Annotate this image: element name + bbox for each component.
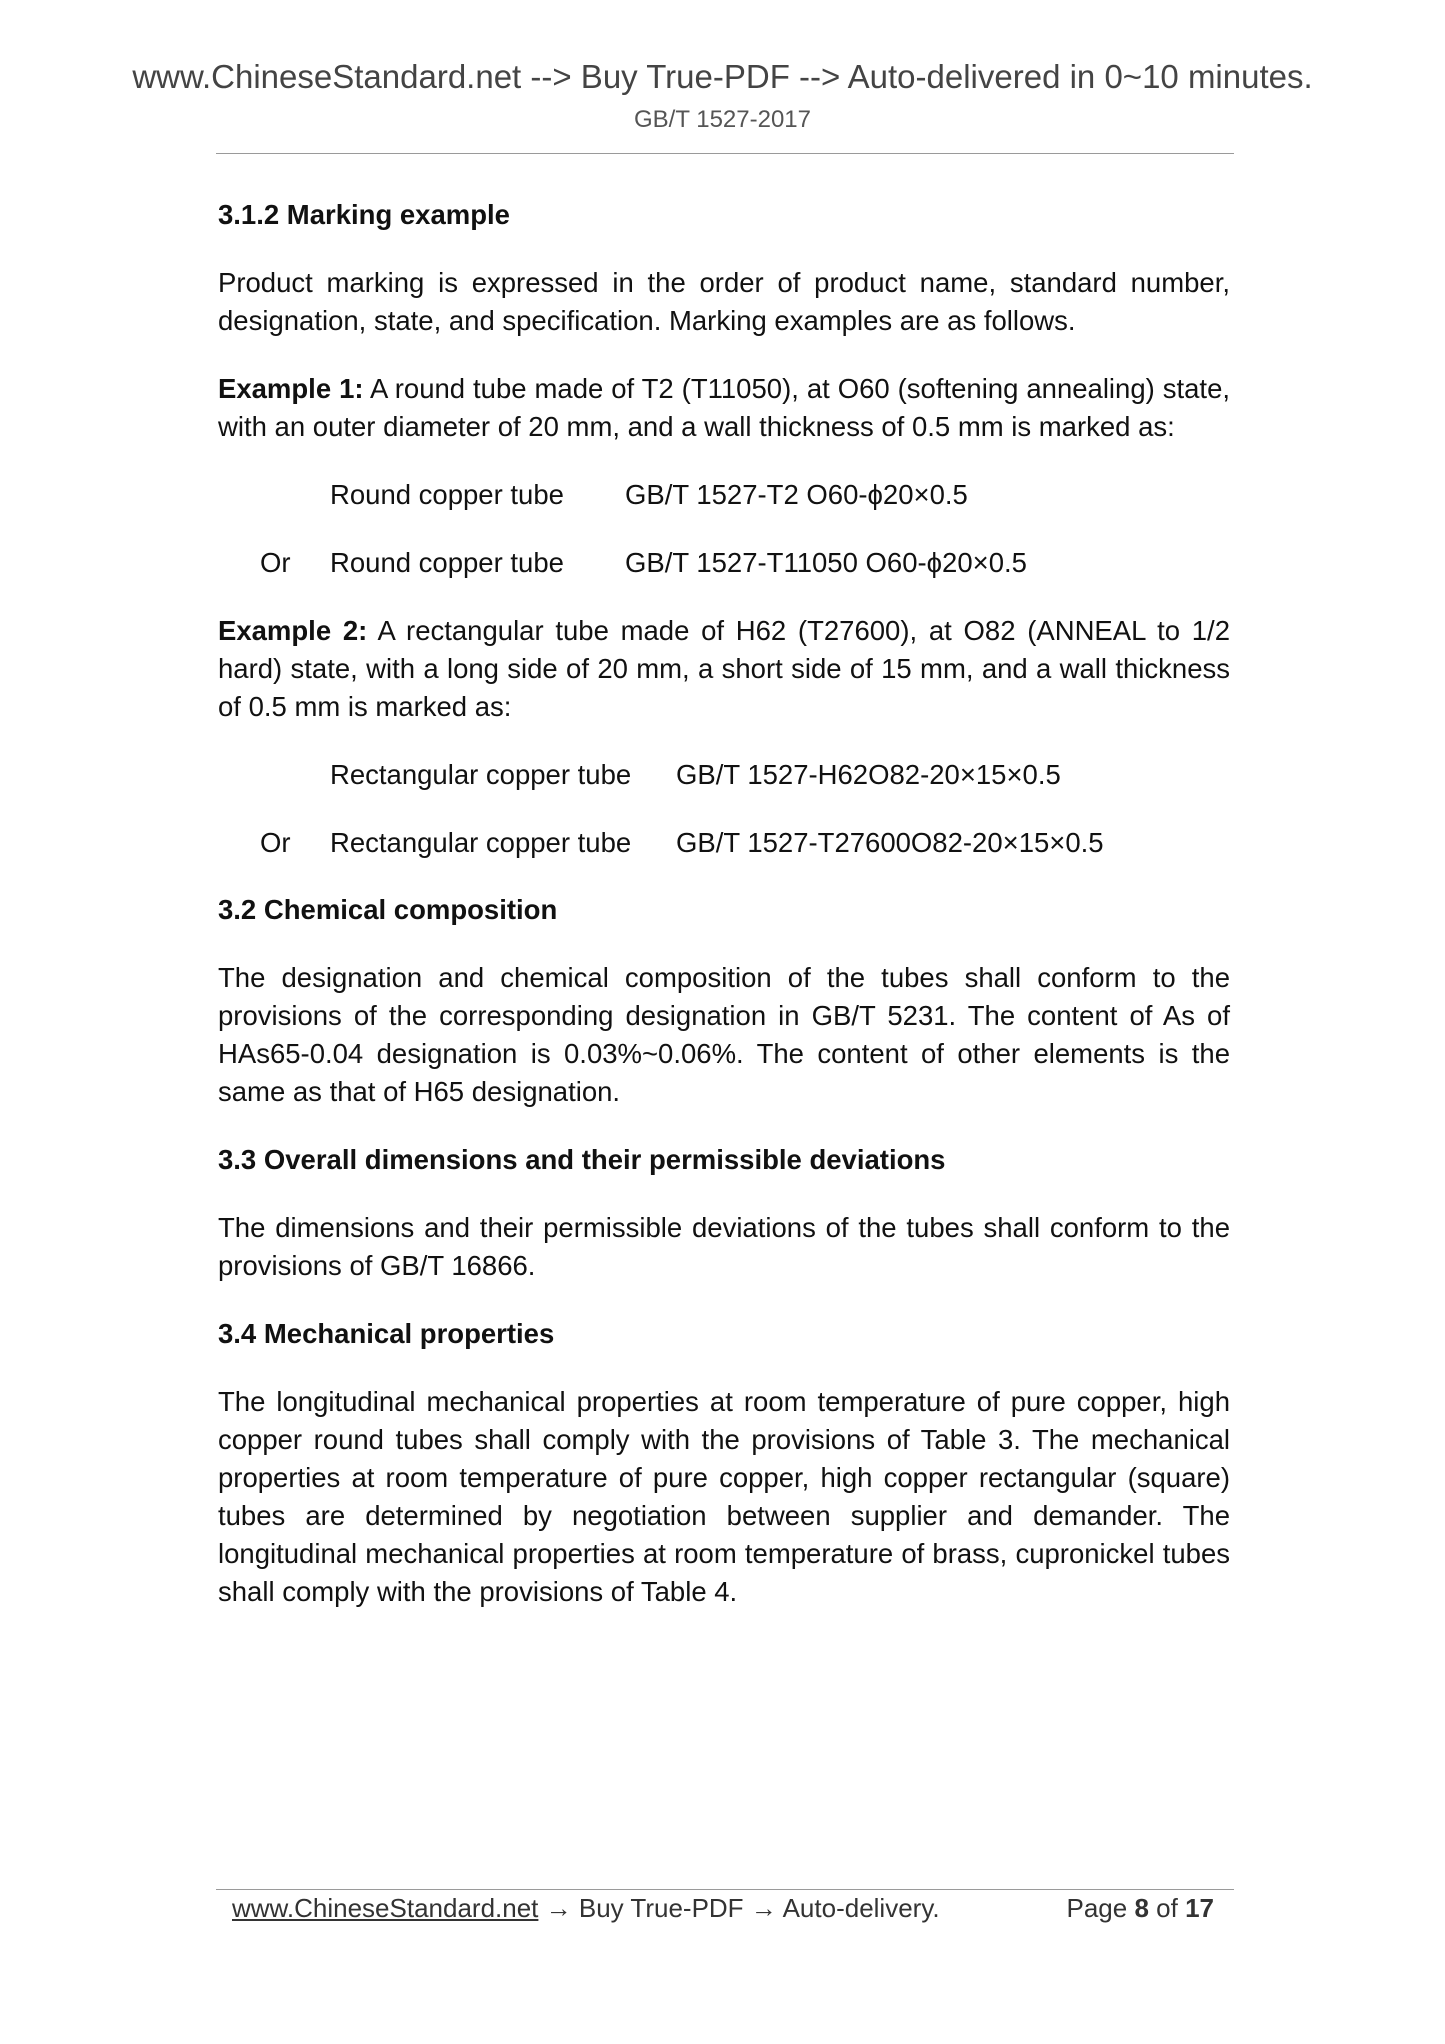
marking-product-name: Rectangular copper tube bbox=[330, 827, 632, 858]
arrow-right-icon: → bbox=[538, 1893, 579, 1923]
marking-code: GB/T 1527-T11050 O60-ϕ20×0.5 bbox=[625, 547, 1027, 578]
chemical-composition-paragraph: The designation and chemical composition of the tubes shall conform to the provisions of the corresponding designation in GB/T 5231. The content of As of HAs65-0.04 designation is 0.03%~0.06%. The content of other elements is the same as that of H65 designation. bbox=[218, 962, 1230, 1107]
heading-3-3: 3.3 Overall dimensions and their permissible deviations bbox=[218, 1144, 946, 1175]
marking-code: GB/T 1527-T2 O60-ϕ20×0.5 bbox=[625, 479, 968, 510]
page-total: 17 bbox=[1185, 1893, 1214, 1923]
arrow-right-icon: → bbox=[743, 1893, 783, 1923]
example-2-label: Example 2: bbox=[218, 615, 368, 646]
page-label: Page bbox=[1066, 1893, 1128, 1923]
footer-delivery-text: Auto-delivery. bbox=[782, 1893, 940, 1923]
footer-left bbox=[232, 1893, 940, 1924]
standard-number: GB/T 1527-2017 bbox=[633, 106, 811, 133]
mechanical-properties-paragraph: The longitudinal mechanical properties at room temperature of pure copper, high copper round tubes shall comply with the provisions of Table 3. The mechanical properties at room temperature of pure copper, high copper rectangular (square) tubes are determined by negotiation between supplier and demander. The longitudinal mechanical properties at room temperature of brass, cupronickel tubes shall comply with the provisions of Table 4. bbox=[218, 1386, 1230, 1607]
marking-product-name: Rectangular copper tube bbox=[330, 759, 632, 790]
marking-prefix: Or bbox=[260, 827, 291, 858]
example-2-paragraph bbox=[218, 612, 1230, 726]
heading-3-1-2: 3.1.2 Marking example bbox=[218, 199, 510, 230]
heading-3-2: 3.2 Chemical composition bbox=[218, 894, 558, 925]
footer bbox=[232, 1893, 1214, 1933]
top-banner[interactable]: www.ChineseStandard.net --> Buy True-PDF --> Auto-delivered in 0~10 minutes. bbox=[132, 58, 1313, 95]
page-content bbox=[218, 196, 1230, 1611]
header-divider bbox=[216, 153, 1234, 154]
marking-code: GB/T 1527-T27600O82-20×15×0.5 bbox=[676, 827, 1104, 858]
heading-3-4: 3.4 Mechanical properties bbox=[218, 1318, 555, 1349]
marking-product-name: Round copper tube bbox=[330, 547, 564, 578]
marking-prefix: Or bbox=[260, 547, 291, 578]
of-label: of bbox=[1156, 1893, 1178, 1923]
footer-buy-text: Buy True-PDF bbox=[578, 1893, 744, 1923]
example-1-marking-2 bbox=[218, 544, 1230, 582]
marking-code: GB/T 1527-H62O82-20×15×0.5 bbox=[676, 759, 1061, 790]
page-current: 8 bbox=[1134, 1893, 1149, 1923]
example-1-label: Example 1: bbox=[218, 373, 364, 404]
example-1-paragraph bbox=[218, 370, 1230, 446]
footer-divider bbox=[216, 1889, 1234, 1890]
example-2-marking-2 bbox=[218, 824, 1230, 862]
marking-intro-paragraph: Product marking is expressed in the order of product name, standard number, designation, state, and specification. Marking examples are as follows. bbox=[218, 267, 1230, 336]
footer-site-link[interactable]: www.ChineseStandard.net bbox=[232, 1893, 539, 1923]
marking-product-name: Round copper tube bbox=[330, 479, 564, 510]
example-2-text: A rectangular tube made of H62 (T27600), at O82 (ANNEAL to 1/2 hard) state, with a long side of 20 mm, a short side of 15 mm, and a wall thickness of 0.5 mm is marked as: bbox=[218, 615, 1230, 722]
example-1-text: A round tube made of T2 (T11050), at O60 (softening annealing) state, with an outer diameter of 20 mm, and a wall thickness of 0.5 mm is marked as: bbox=[218, 373, 1230, 442]
example-2-marking-1 bbox=[218, 756, 1230, 794]
dimensions-paragraph: The dimensions and their permissible deviations of the tubes shall conform to the provisions of GB/T 16866. bbox=[218, 1212, 1230, 1281]
page-indicator bbox=[1066, 1893, 1214, 1924]
example-1-marking-1 bbox=[218, 476, 1230, 514]
